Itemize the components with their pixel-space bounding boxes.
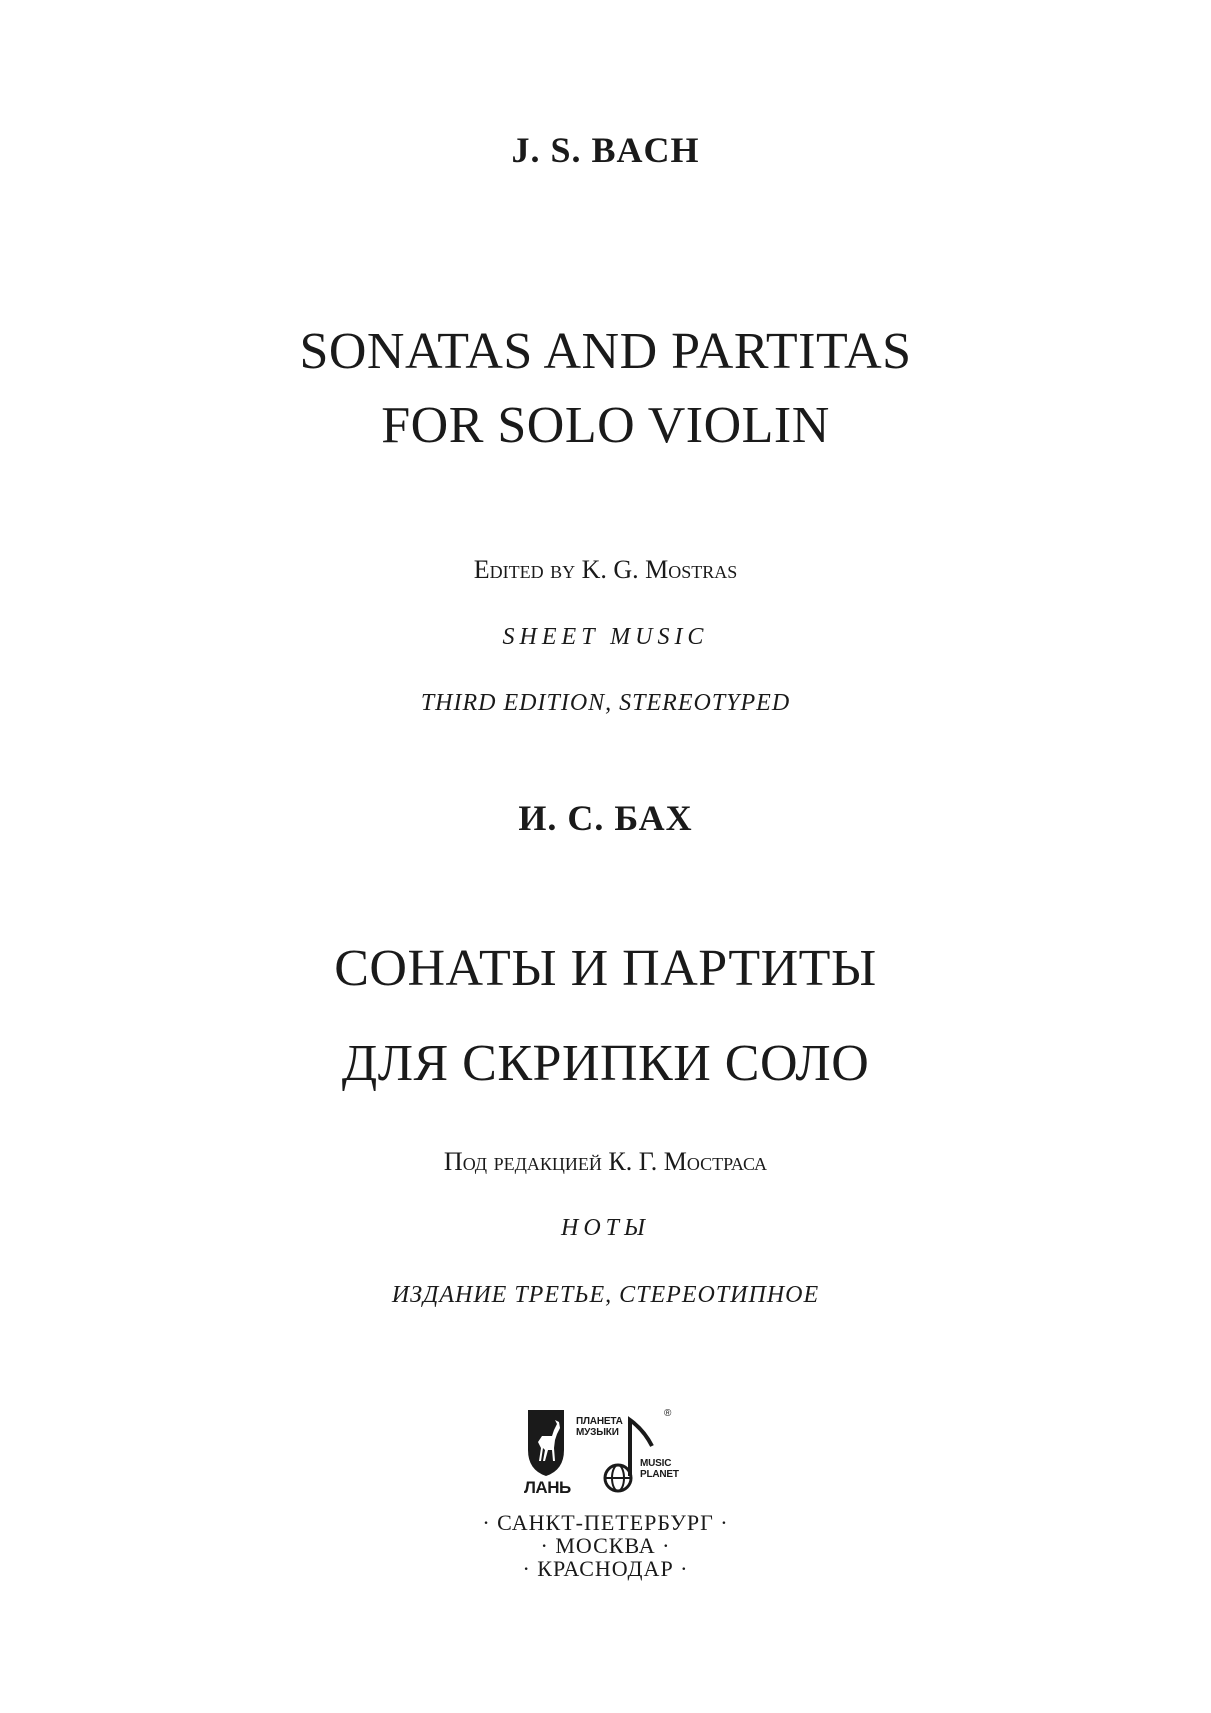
author-name-english: J. S. BACH xyxy=(511,130,700,170)
publisher-city: · САНКТ-ПЕТЕРБУРГ · xyxy=(482,1510,729,1535)
work-title-english-line-2: FOR SOLO VIOLIN xyxy=(381,397,830,454)
publisher-city: · КРАСНОДАР · xyxy=(522,1556,689,1581)
music-planet-logo xyxy=(576,1408,694,1498)
publisher-logos xyxy=(524,1406,694,1502)
planet-logo-text-bottom: MUSIC PLANET xyxy=(640,1458,679,1480)
edition-note-english: THIRD EDITION, STEREOTYPED xyxy=(420,690,791,716)
lan-publisher-logo xyxy=(524,1406,571,1502)
publication-kind-russian: НОТЫ xyxy=(561,1215,650,1241)
work-title-russian-line-1: СОНАТЫ И ПАРТИТЫ xyxy=(334,940,877,997)
publication-kind-english: SHEET MUSIC xyxy=(502,624,709,650)
work-title-english-line-1: SONATAS AND PARTITAS xyxy=(299,323,912,380)
author-name-russian: И. С. БАХ xyxy=(518,798,693,838)
editor-credit-english: Edited by K. G. Mostras xyxy=(473,555,738,584)
edition-note-russian: ИЗДАНИЕ ТРЕТЬЕ, СТЕРЕОТИПНОЕ xyxy=(391,1282,820,1308)
work-title-russian-line-2: ДЛЯ СКРИПКИ СОЛО xyxy=(341,1035,870,1092)
publisher-city: · МОСКВА · xyxy=(540,1533,671,1558)
doe-icon xyxy=(524,1406,568,1478)
editor-credit-russian: Под редакцией К. Г. Мостраса xyxy=(443,1147,768,1176)
lan-logo-text: ЛАНЬ xyxy=(524,1478,571,1497)
registered-mark-icon: ® xyxy=(664,1408,672,1419)
planet-logo-text-top: ПЛАНЕТА МУЗЫКИ xyxy=(576,1416,623,1438)
